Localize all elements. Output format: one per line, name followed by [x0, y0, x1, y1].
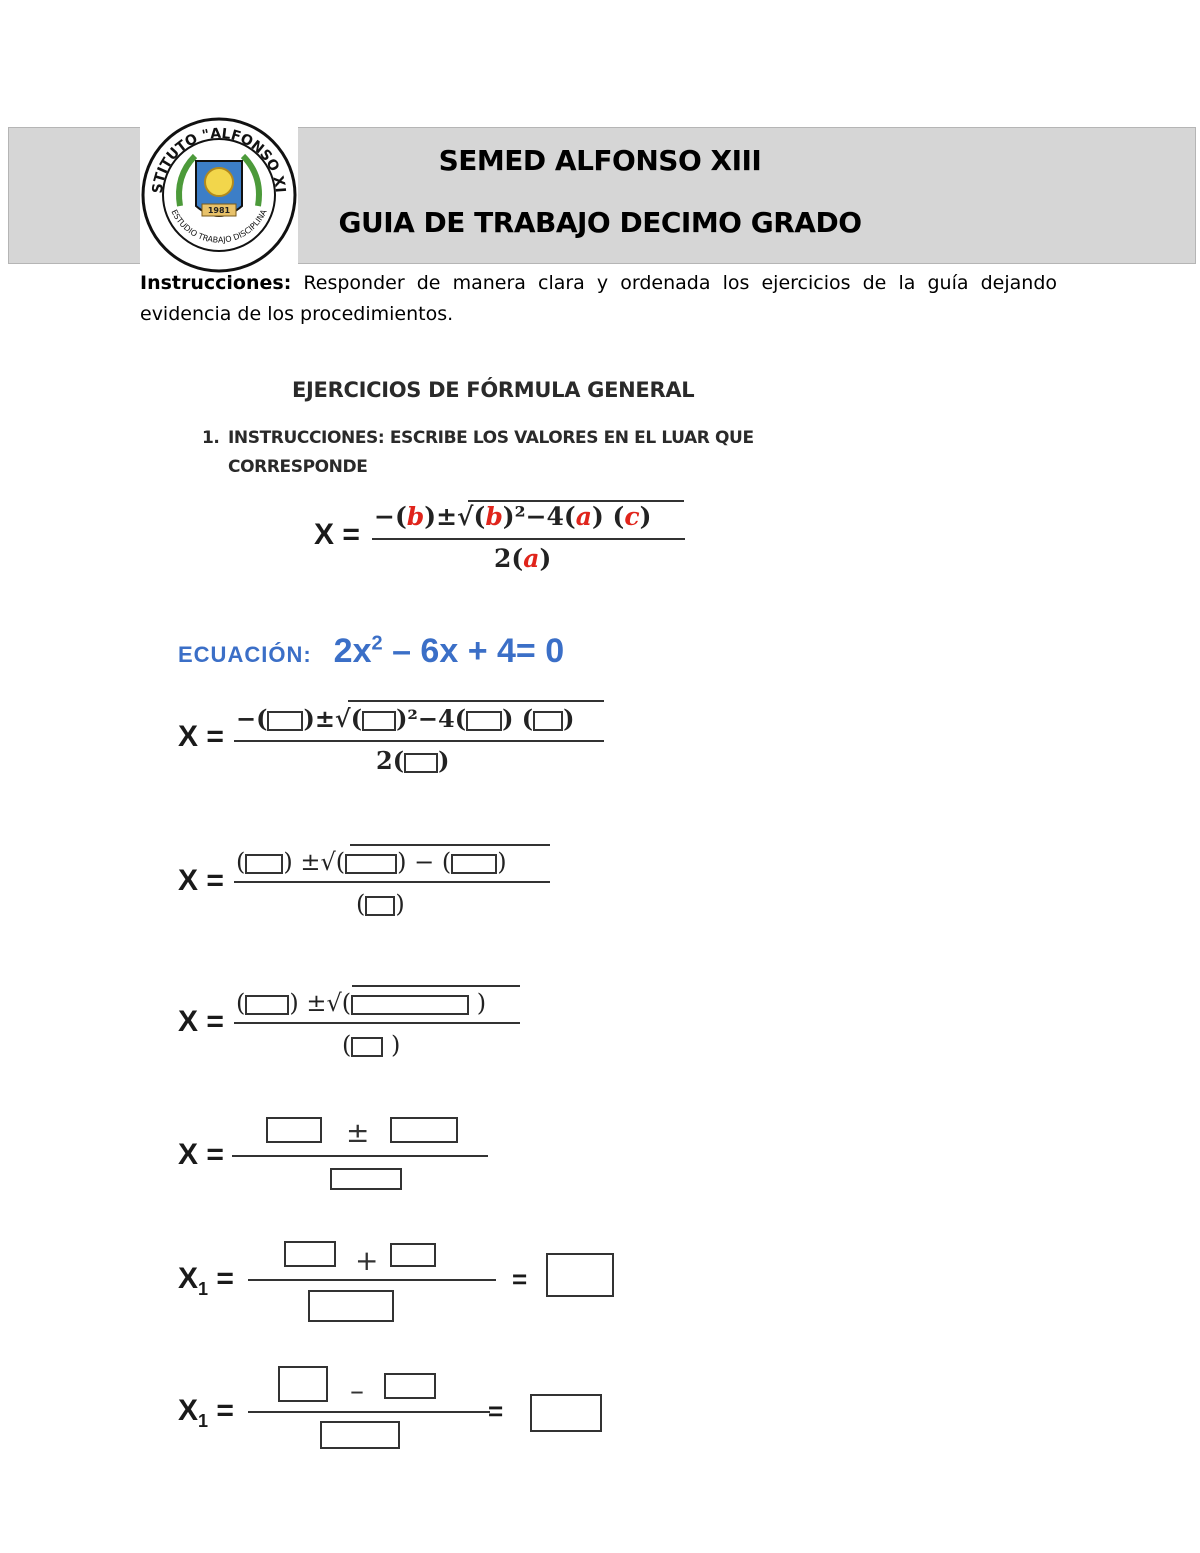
sqrt-bar: [352, 985, 520, 987]
result-box[interactable]: [546, 1253, 614, 1297]
step1-fraction-line: [234, 740, 604, 742]
step2-x-label: X =: [178, 864, 224, 897]
school-logo: [140, 116, 298, 274]
answer-box[interactable]: [345, 854, 397, 874]
plus-sign: +: [355, 1244, 379, 1277]
step1-x-label: X =: [178, 720, 224, 753]
step2-numerator: ( ) ±√( ) − ( ): [236, 848, 507, 876]
answer-box[interactable]: [245, 995, 289, 1015]
plus-minus-sign: ±: [346, 1116, 370, 1149]
result-box[interactable]: [530, 1394, 602, 1432]
step5-x1-label: $X_1$ =: [178, 1262, 234, 1299]
step3-x-label: X =: [178, 1005, 224, 1038]
formula-x-label: X =: [314, 518, 360, 551]
step2-fraction-line: [234, 881, 550, 883]
answer-box[interactable]: [351, 1037, 383, 1057]
equation: [178, 632, 564, 671]
answer-box[interactable]: [284, 1241, 336, 1267]
answer-box[interactable]: [390, 1117, 458, 1143]
answer-box[interactable]: [320, 1421, 400, 1449]
formula-fraction-line: [372, 538, 685, 540]
minus-sign: –: [350, 1374, 364, 1407]
step3-denominator: ( ): [342, 1031, 401, 1059]
equation-expression: $2x^2 - 6x + 4= 0$: [333, 632, 565, 670]
answer-box[interactable]: [451, 854, 497, 874]
step6-x1-label: $X_1$ =: [178, 1394, 234, 1431]
item-line-1: INSTRUCCIONES: ESCRIBE LOS VALORES EN EL LUAR QUE: [228, 428, 754, 448]
sqrt-bar: [350, 844, 550, 846]
instructions-paragraph: [140, 268, 1057, 330]
answer-box[interactable]: [404, 753, 438, 773]
answer-box[interactable]: [351, 995, 469, 1015]
answer-box[interactable]: [384, 1373, 436, 1399]
step2-denominator: ( ): [356, 890, 405, 918]
answer-box[interactable]: [245, 854, 283, 874]
sqrt-bar: [468, 500, 684, 502]
equation-label: ECUACIÓN:: [178, 642, 312, 667]
answer-box[interactable]: [390, 1243, 436, 1267]
step4-fraction-line: [232, 1155, 488, 1157]
formula-numerator: −(b)±√(b)²−4(a) (c): [374, 502, 652, 531]
formula-denominator: 2(a): [494, 544, 552, 573]
svg-text:1981: 1981: [207, 206, 231, 215]
svg-text:INSTITUTO "ALFONSO XIII": STITUTO "ALFONSO XI: [149, 125, 288, 195]
instructions-label: Instrucciones:: [140, 272, 292, 294]
answer-box[interactable]: [330, 1168, 402, 1190]
item-line-2: CORRESPONDE: [228, 457, 368, 477]
answer-box[interactable]: [266, 1117, 322, 1143]
step1-denominator: 2( ): [376, 746, 450, 775]
school-seal-icon: [140, 116, 298, 274]
exercise-title: EJERCICIOS DE FÓRMULA GENERAL: [292, 378, 695, 402]
answer-box[interactable]: [533, 711, 563, 731]
svg-text:ESTUDIO TRABAJO DISCIPLINA: ESTUDIO TRABAJO DISCIPLINA: [169, 208, 269, 245]
answer-box[interactable]: [466, 711, 502, 731]
step3-numerator: ( ) ±√( ): [236, 989, 487, 1017]
answer-box[interactable]: [267, 711, 303, 731]
step3-fraction-line: [234, 1022, 520, 1024]
step6-fraction-line: [248, 1411, 490, 1413]
step5-fraction-line: [248, 1279, 496, 1281]
instructions-text: Responder de manera clara y ordenada los ejercicios de la guía dejando evidencia de los procedimientos.: [140, 272, 1058, 325]
answer-box[interactable]: [278, 1366, 328, 1402]
exercise-instruction: [202, 424, 762, 482]
page-subtitle: GUIA DE TRABAJO DECIMO GRADO: [338, 206, 862, 239]
item-number: 1.: [202, 428, 220, 448]
equals-sign: =: [512, 1264, 528, 1294]
answer-box[interactable]: [362, 711, 396, 731]
sqrt-bar: [348, 700, 604, 702]
answer-box[interactable]: [308, 1290, 394, 1322]
equals-sign: =: [488, 1396, 504, 1426]
page-title: SEMED ALFONSO XIII: [438, 144, 762, 177]
step4-x-label: X =: [178, 1138, 224, 1171]
step1-numerator: −( )±√( )²−4( ) ( ): [236, 704, 575, 733]
answer-box[interactable]: [365, 896, 395, 916]
